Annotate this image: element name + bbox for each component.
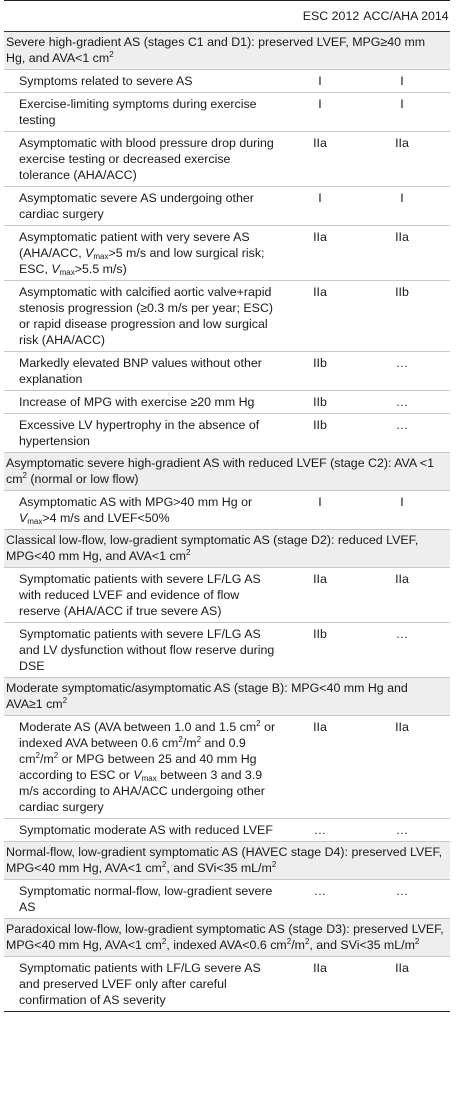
acc-aha-class-cell: … (395, 884, 409, 898)
table-row (4, 391, 450, 414)
esc-class-cell: I (318, 191, 322, 205)
esc-class-cell: IIa (313, 285, 327, 299)
esc-class-cell: … (313, 884, 327, 898)
esc-class-cell: IIb (313, 627, 327, 641)
row-label: Asymptomatic with blood pressure drop during exercise testing or decreased exercise tolerance (AHA/ACC) (19, 136, 274, 182)
row-label: Exercise-limiting symptoms during exercise testing (19, 97, 257, 127)
acc-aha-class-cell: … (395, 627, 409, 641)
row-label: Symptoms related to severe AS (19, 74, 193, 88)
row-label: Symptomatic moderate AS with reduced LVEF (19, 823, 273, 837)
row-label: Symptomatic patients with severe LF/LG AS with reduced LVEF and evidence of flow reserve (AHA/ACC if true severe AS) (19, 572, 261, 618)
table-row (4, 623, 450, 678)
recommendation-table (4, 0, 450, 1012)
esc-class-cell: IIa (313, 961, 327, 975)
header-acc-aha-2014: ACC/AHA 2014 (363, 9, 449, 23)
esc-class-cell: IIa (313, 720, 327, 734)
table-header (4, 0, 450, 32)
esc-class-cell: … (313, 823, 327, 837)
section-heading: Asymptomatic severe high-gradient AS with reduced LVEF (stage C2): AVA <1 $cm^2$ (normal or low flow) (4, 453, 450, 491)
table-body (4, 32, 450, 1012)
section-heading: Classical low-flow, low-gradient symptomatic AS (stage D2): reduced LVEF, MPG<40 mm Hg, and AVA<1 $cm^2$ (4, 530, 450, 568)
acc-aha-class-cell: … (395, 395, 409, 409)
esc-class-cell: IIa (313, 230, 327, 244)
table-row (4, 70, 450, 93)
section-heading: Moderate symptomatic/asymptomatic AS (stage B): MPG<40 mm Hg and AVA≥1 $cm^2$ (4, 678, 450, 716)
acc-aha-class-cell: IIa (395, 230, 409, 244)
table-row (4, 880, 450, 919)
table-row (4, 132, 450, 187)
row-label: Markedly elevated BNP values without other explanation (19, 356, 262, 386)
acc-aha-class-cell: I (400, 97, 404, 111)
esc-class-cell: IIb (313, 356, 327, 370)
table-row (4, 93, 450, 132)
acc-aha-class-cell: IIa (395, 961, 409, 975)
row-label: Symptomatic patients with LF/LG severe AS and preserved LVEF only after careful confirmation of AS severity (19, 961, 261, 1007)
section-heading: Paradoxical low-flow, low-gradient symptomatic AS (stage D3): preserved LVEF, MPG<40 mm Hg, AVA<1 $cm^2$, indexed AVA<0.6 $cm^2/m^2$, and SVi<35 $mL/m^2$ (4, 919, 450, 957)
acc-aha-class-cell: IIa (395, 136, 409, 150)
row-label: Symptomatic normal-flow, low-gradient severe AS (19, 884, 273, 914)
row-label: Asymptomatic severe AS undergoing other cardiac surgery (19, 191, 254, 221)
acc-aha-class-cell: IIb (395, 285, 409, 299)
esc-class-cell: I (318, 97, 322, 111)
table-row (4, 187, 450, 226)
acc-aha-class-cell: … (395, 823, 409, 837)
esc-class-cell: IIb (313, 395, 327, 409)
table-row (4, 414, 450, 453)
acc-aha-class-cell: I (400, 74, 404, 88)
acc-aha-class-cell: I (400, 495, 404, 509)
section-heading: Normal-flow, low-gradient symptomatic AS (HAVEC stage D4): preserved LVEF, MPG<40 mm Hg, AVA<1 $cm^2$, and SVi<35 $mL/m^2$ (4, 842, 450, 880)
acc-aha-class-cell: IIa (395, 572, 409, 586)
table-row (4, 491, 450, 530)
table-row (4, 819, 450, 842)
row-label: Asymptomatic with calcified aortic valve+rapid stenosis progression (≥0.3 m/s per year; ESC) or rapid disease progression and low surgical risk (AHA/ACC) (19, 285, 274, 347)
esc-class-cell: IIa (313, 572, 327, 586)
esc-class-cell: I (318, 495, 322, 509)
row-label: Increase of MPG with exercise ≥20 mm Hg (19, 395, 255, 409)
row-label: Moderate AS (AVA between 1.0 and 1.5 $cm^2$ or indexed AVA between 0.6 $cm^2/m^2$ and 0.9 $cm^2/m^2$ or MPG between 25 and 40 mm Hg according to ESC or $V_{max}$ between 3 and 3.9 m/s according to AHA/ACC undergoing other cardiac surgery (19, 719, 276, 814)
acc-aha-class-cell: IIa (395, 720, 409, 734)
section-heading: Severe high-gradient AS (stages C1 and D1): preserved LVEF, MPG≥40 mm Hg, and AVA<1 $cm^2$ (4, 32, 450, 70)
table-row (4, 281, 450, 352)
row-label: Asymptomatic AS with MPG>40 mm Hg or $V_{max}>4$ m/s and LVEF<50% (19, 495, 253, 526)
table-row (4, 957, 450, 1012)
acc-aha-class-cell: … (395, 418, 409, 432)
esc-class-cell: IIb (313, 418, 327, 432)
table-row (4, 716, 450, 819)
row-label: Excessive LV hypertrophy in the absence of hypertension (19, 418, 260, 448)
row-label: Asymptomatic patient with very severe AS (AHA/ACC, $V_{max}>5$ m/s and low surgical risk; ESC, $V_{max}>5.5$ m/s) (19, 230, 265, 277)
header-esc-2012: ESC 2012 (302, 9, 360, 23)
table-row (4, 226, 450, 281)
row-label: Symptomatic patients with severe LF/LG AS and LV dysfunction without flow reserve during DSE (19, 627, 275, 673)
esc-class-cell: IIa (313, 136, 327, 150)
acc-aha-class-cell: … (395, 356, 409, 370)
table-row (4, 352, 450, 391)
esc-class-cell: I (318, 74, 322, 88)
table-row (4, 568, 450, 623)
acc-aha-class-cell: I (400, 191, 404, 205)
